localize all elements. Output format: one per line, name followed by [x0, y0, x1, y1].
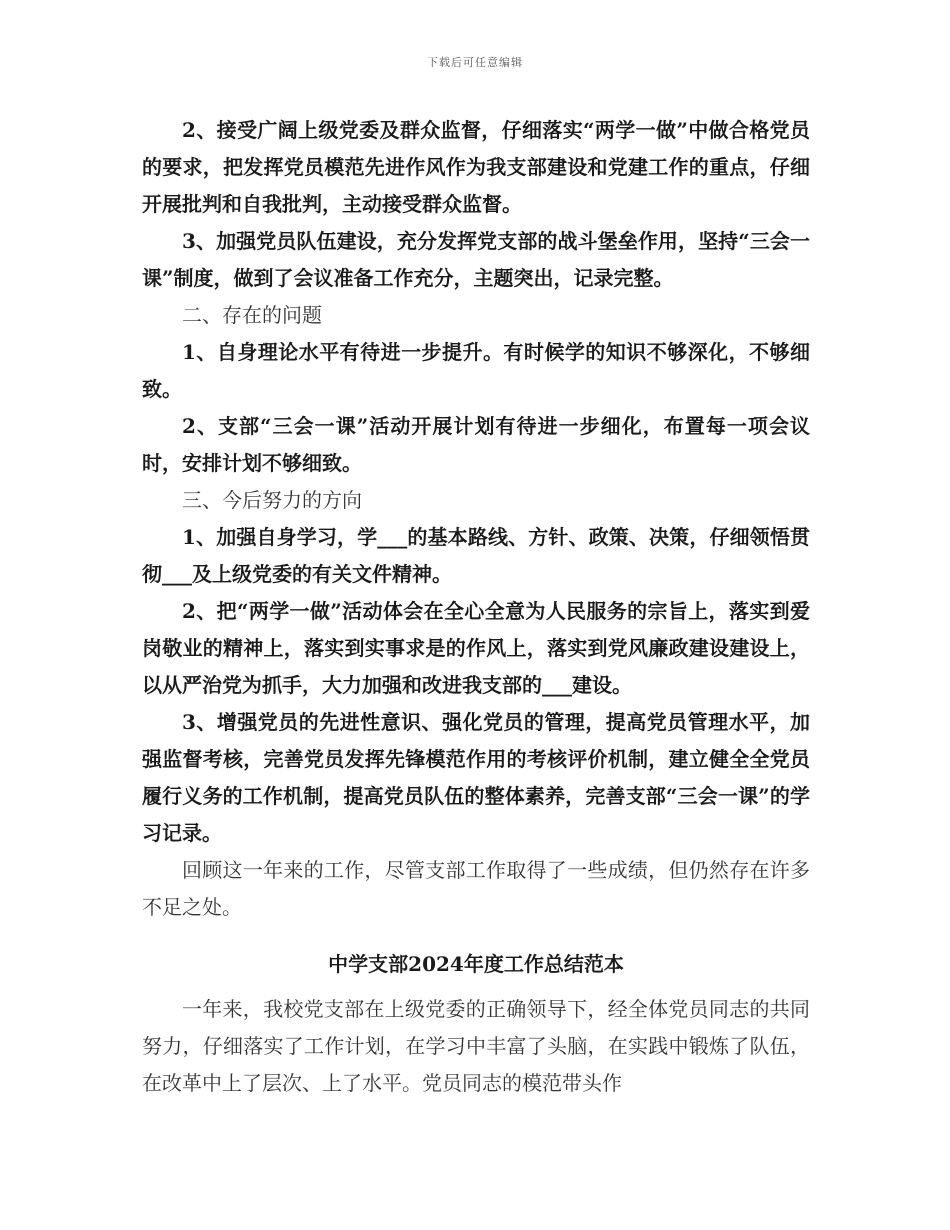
section-title: 中学支部2024年度工作总结范本: [328, 952, 624, 976]
section-heading-problems: 二、存在的问题: [182, 303, 322, 327]
direction-item-1: 1、加强自身学习，学___的基本路线、方针、政策、决策，仔细领悟贯彻___及上级党委的有关文件精神。: [142, 525, 810, 586]
problem-item-1: 1、自身理论水平有待进一步提升。有时候学的知识不够深化，不够细致。: [142, 340, 810, 401]
paragraph-item-3: 3、加强党员队伍建设，充分发挥党支部的战斗堡垒作用，坚持“三会一课”制度，做到了会议准备工作充分，主题突出，记录完整。: [142, 229, 810, 290]
section-heading-direction: 三、今后努力的方向: [182, 488, 362, 512]
paragraph-item-2: 2、接受广阔上级党委及群众监督，仔细落实“两学一做”中做合格党员的要求，把发挥党员模范先进作风作为我支部建设和党建工作的重点，仔细开展批判和自我批判，主动接受群众监督。: [142, 118, 810, 216]
problem-item-2: 2、支部“三会一课”活动开展计划有待进一步细化，布置每一项会议时，安排计划不够细致。: [142, 414, 810, 475]
direction-item-2: 2、把“两学一做”活动体会在全心全意为人民服务的宗旨上，落实到爱岗敬业的精神上，落实到实事求是的作风上，落实到党风廉政建设建设上，以从严治党为抓手，大力加强和改进我支部的___建设。: [142, 599, 810, 697]
intro-paragraph: 一年来，我校党支部在上级党委的正确领导下，经全体党员同志的共同努力，仔细落实了工作计划，在学习中丰富了头脑，在实践中锻炼了队伍，在改革中上了层次、上了水平。党员同志的模范带头作: [142, 997, 810, 1095]
document-body: [142, 112, 810, 1102]
page-header: 下载后可任意编辑: [427, 56, 523, 69]
direction-item-3: 3、增强党员的先进性意识、强化党员的管理，提高党员管理水平，加强监督考核，完善党员发挥先锋模范作用的考核评价机制，建立健全全党员履行义务的工作机制，提高党员队伍的整体素养，完善支部“三会一课”的学习记录。: [142, 710, 810, 845]
closing-paragraph: 回顾这一年来的工作，尽管支部工作取得了一些成绩，但仍然存在许多不足之处。: [142, 858, 810, 919]
